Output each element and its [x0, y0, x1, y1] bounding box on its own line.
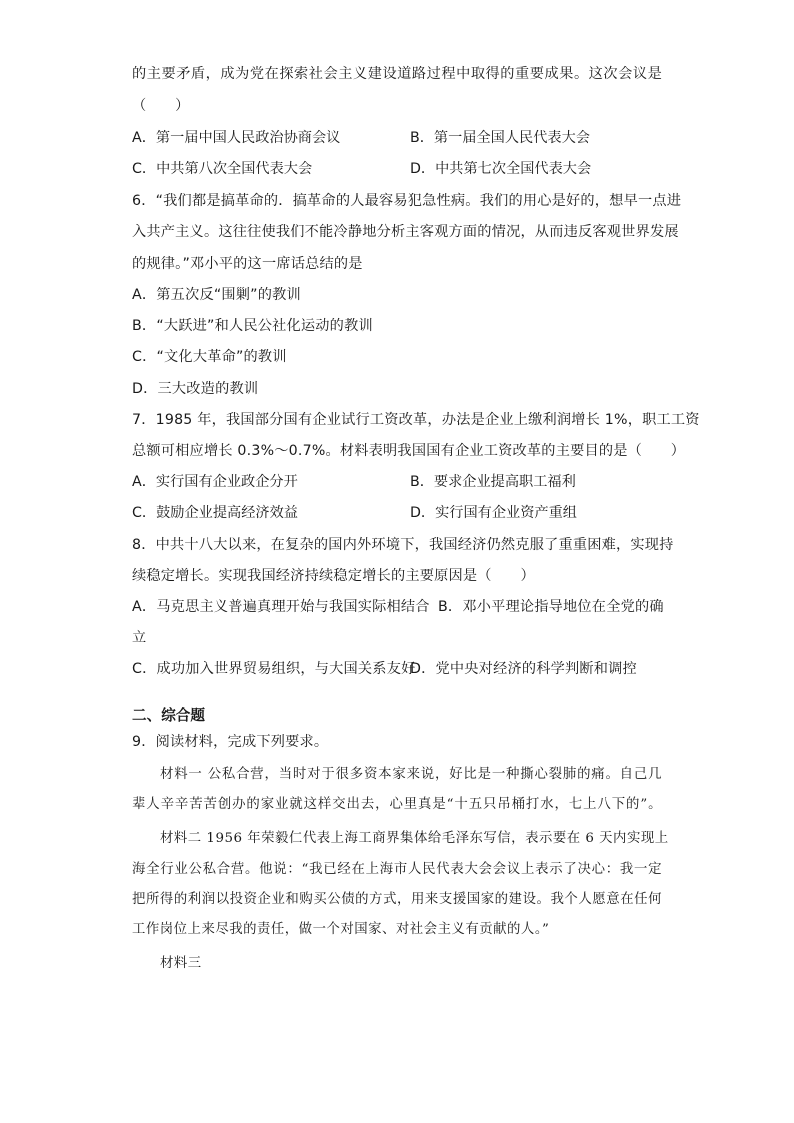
material-2-line-4: 工作岗位上来尽我的责任，做一个对国家、对社会主义有贡献的人。”	[132, 922, 550, 937]
q6-option-b[interactable]: B．“大跃进”和人民公社化运动的教训	[132, 318, 373, 334]
q7-option-d[interactable]: D．实行国有企业资产重组	[410, 505, 577, 521]
q6-option-d[interactable]: D．三大改造的教训	[132, 381, 259, 397]
material-1-line-1: 材料一 公私合营，当时对于很多资本家来说，好比是一种撕心裂肺的痛。自己几	[160, 767, 662, 782]
material-2-line-3: 把所得的利润以投资企业和购买公债的方式，用来支援国家的建设。我个人愿意在任何	[132, 892, 662, 907]
q7-option-a[interactable]: A．实行国有企业政企分开	[132, 474, 298, 490]
q6-option-a[interactable]: A．第五次反“围剿”的教训	[132, 287, 301, 303]
q8-option-b[interactable]: B．邓小平理论指导地位在全党的确	[438, 599, 664, 615]
q8-option-c[interactable]: C．成功加入世界贸易组织，与大国关系友好	[132, 661, 416, 677]
q7-option-c[interactable]: C．鼓励企业提高经济效益	[132, 505, 298, 521]
material-1-line-2: 辈人辛辛苦苦创办的家业就这样交出去，心里真是“十五只吊桶打水，七上八下的”。	[132, 797, 662, 812]
q8-option-b-continued: 立	[132, 630, 147, 646]
q8-stem-line-1: 8．中共十八大以来，在复杂的国内外环境下，我国经济仍然克服了重重困难，实现持	[132, 537, 674, 553]
q5-answer-blank: （ ）	[132, 98, 190, 114]
q5-options-row2	[132, 159, 662, 179]
q5-option-c[interactable]: C．中共第八次全国代表大会	[132, 161, 313, 177]
material-3-label: 材料三	[160, 956, 202, 971]
q8-option-a[interactable]: A．马克思主义普遍真理开始与我国实际相结合	[132, 599, 430, 615]
q7-option-b[interactable]: B．要求企业提高职工福利	[410, 474, 576, 490]
q9-stem: 9．阅读材料，完成下列要求。	[132, 734, 329, 750]
material-2-line-2: 海全行业公私合营。他说：“我已经在上海市人民代表大会会议上表示了决心：我一定	[132, 862, 662, 877]
q6-stem-line-2: 入共产主义。这往往使我们不能冷静地分析主客观方面的情况，从而违反客观世界发展	[132, 224, 679, 240]
q8-stem-line-2: 续稳定增长。实现我国经济持续稳定增长的主要原因是（ ）	[132, 568, 535, 584]
q5-option-a[interactable]: A．第一届中国人民政治协商会议	[132, 130, 341, 146]
q7-stem-line-2: 总额可相应增长 0.3%～0.7%。材料表明我国国有企业工资改革的主要目的是（ ）	[132, 443, 686, 459]
q7-stem-line-1: 7．1985 年，我国部分国有企业试行工资改革，办法是企业上缴利润增长 1%，职工工资	[132, 412, 700, 428]
q8-option-d[interactable]: D．党中央对经济的科学判断和调控	[410, 661, 637, 677]
q6-stem-line-1: 6．“我们都是搞革命的．搞革命的人最容易犯急性病。我们的用心是好的，想早一点进	[132, 193, 682, 209]
q5-options-row1	[132, 128, 662, 148]
section-heading: 二、综合题	[132, 707, 205, 724]
q5-option-b[interactable]: B．第一届全国人民代表大会	[410, 130, 590, 146]
q5-stem-line: 的主要矛盾，成为党在探索社会主义建设道路过程中取得的重要成果。这次会议是	[132, 66, 662, 82]
q6-stem-line-3: 的规律。”邓小平的这一席话总结的是	[132, 256, 363, 272]
q7-options-row2	[132, 503, 662, 523]
q7-options-row1	[132, 472, 662, 492]
material-2-line-1: 材料二 1956 年荣毅仁代表上海工商界集体给毛泽东写信，表示要在 6 天内实现上	[160, 831, 669, 846]
q5-option-d[interactable]: D．中共第七次全国代表大会	[410, 161, 592, 177]
q6-option-c[interactable]: C．“文化大革命”的教训	[132, 349, 287, 365]
